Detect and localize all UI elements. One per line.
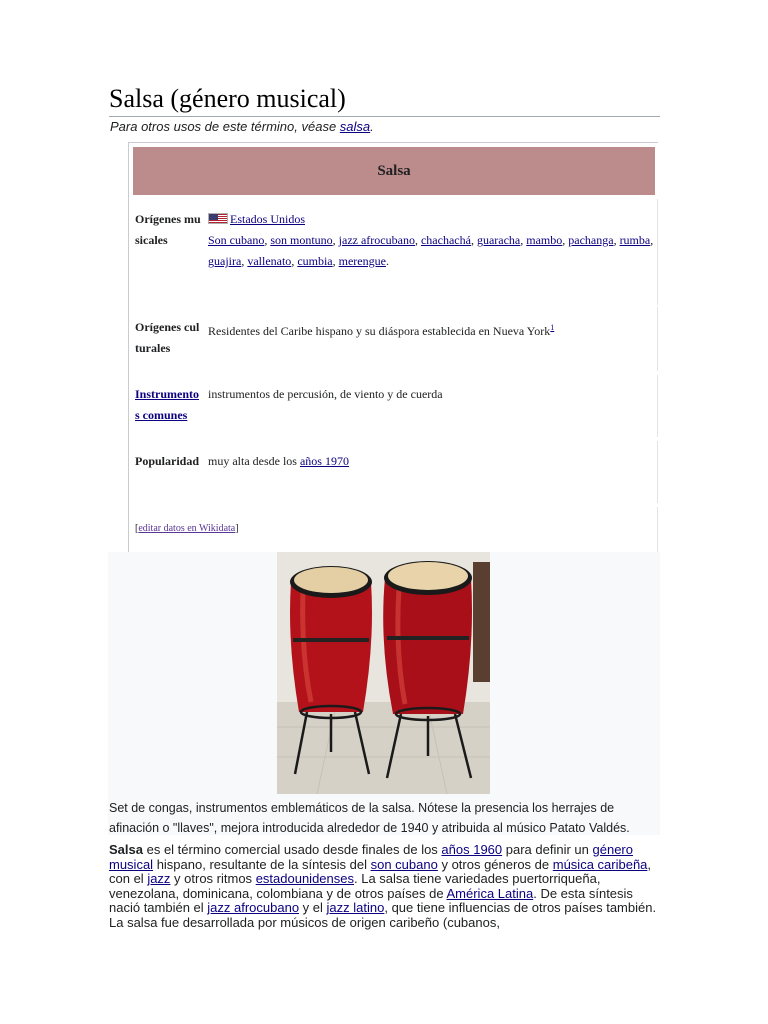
genre-link[interactable]: mambo [526, 233, 563, 247]
article-link[interactable]: jazz [147, 871, 171, 887]
article-paragraph [109, 843, 661, 931]
label-origenes-musicales: Orígenes musicales [135, 212, 201, 247]
genre-link[interactable]: jazz afrocubano [338, 233, 415, 247]
genre-link[interactable]: cumbia [297, 254, 333, 268]
genre-link[interactable]: pachanga [568, 233, 614, 247]
article-link[interactable]: estadounidenses [255, 871, 354, 887]
article-text: . De esta síntesis nació también el [109, 885, 633, 916]
genre-link[interactable]: Son cubano [208, 233, 265, 247]
us-flag-icon [208, 213, 228, 224]
hatnote-text: Para otros usos de este término, véase [110, 119, 340, 134]
article-text: y el [299, 900, 327, 916]
article-link[interactable]: América Latina [446, 885, 534, 901]
hatnote [110, 119, 374, 134]
reference-1[interactable]: 1 [550, 323, 555, 332]
article-link[interactable]: son cubano [370, 856, 438, 872]
link-instrumentos-comunes[interactable]: Instrumentos comunes [135, 387, 200, 422]
article-link[interactable]: jazz latino [326, 900, 385, 916]
genre-link[interactable]: guajira [208, 254, 242, 268]
link-anos-1970[interactable]: años 1970 [299, 454, 349, 468]
origenes-culturales-text: Residentes del Caribe hispano y su diáspora establecida en Nueva York [208, 324, 551, 338]
article-text: para definir un [502, 842, 593, 857]
genre-link[interactable]: chachachá [420, 233, 471, 247]
genre-link[interactable]: vallenato [247, 254, 292, 268]
article-text: y otros géneros de [437, 856, 553, 872]
value-origenes-musicales [208, 209, 658, 272]
article-link[interactable]: música caribeña [552, 856, 648, 872]
value-popularidad [208, 451, 658, 472]
article-text: hispano, resultante de la síntesis del [153, 856, 371, 872]
value-origenes-culturales [208, 317, 658, 342]
infobox [128, 142, 658, 552]
value-instrumentos: instrumentos de percusión, de viento y de cuerda [208, 387, 443, 401]
article-text: , que tiene influencias de otros países también. La salsa fue desarrollada por músicos de origen caribeño (cubanos, [109, 900, 657, 930]
article-link[interactable]: años 1960 [441, 842, 503, 857]
genre-link[interactable]: guaracha [476, 233, 521, 247]
divider [657, 507, 658, 553]
infobox-title: Salsa [133, 147, 655, 195]
article-text: es el término comercial usado desde finales de los [142, 842, 442, 857]
figure-caption: Set de congas, instrumentos emblemáticos de la salsa. Nótese la presencia los herrajes de afinación o "llaves", mejora introducida alrededor de 1940 y atribuida al músico Patato Valdés. [109, 801, 630, 835]
link-estados-unidos[interactable]: Estados Unidos [230, 212, 305, 226]
article-bold-term: Salsa [109, 842, 143, 857]
genre-link[interactable]: merengue [338, 254, 386, 268]
wikidata-edit: [editar datos en Wikidata] [135, 523, 239, 534]
label-popularidad: Popularidad [135, 454, 200, 468]
article-text: . La salsa tiene variedades puertorriqueña, venezolana, dominicana, colombiana y de otros países de [109, 871, 601, 901]
article-link[interactable]: género musical [109, 842, 633, 872]
genre-link[interactable]: rumba [619, 233, 651, 247]
genre-link[interactable]: son montuno [270, 233, 333, 247]
conga-drums-illustration [277, 552, 490, 794]
label-origenes-culturales: Orígenes culturales [135, 320, 200, 355]
hatnote-suffix: . [370, 119, 374, 134]
page-title: Salsa (género musical) [109, 84, 660, 117]
article-text: y otros ritmos [170, 871, 256, 887]
conga-drums-image [277, 552, 490, 794]
genre-list: Son cubano, son montuno, jazz afrocubano, chachachá, guaracha, mambo, pachanga, rumba, guajira, vallenato, cumbia, merengue. [208, 233, 654, 268]
hatnote-link-salsa[interactable]: salsa [339, 119, 371, 134]
link-editar-wikidata[interactable]: editar datos en Wikidata [138, 523, 236, 534]
article-link[interactable]: jazz afrocubano [207, 900, 300, 916]
popularidad-text: muy alta desde los [208, 454, 300, 468]
article-text: , con el [109, 856, 652, 887]
